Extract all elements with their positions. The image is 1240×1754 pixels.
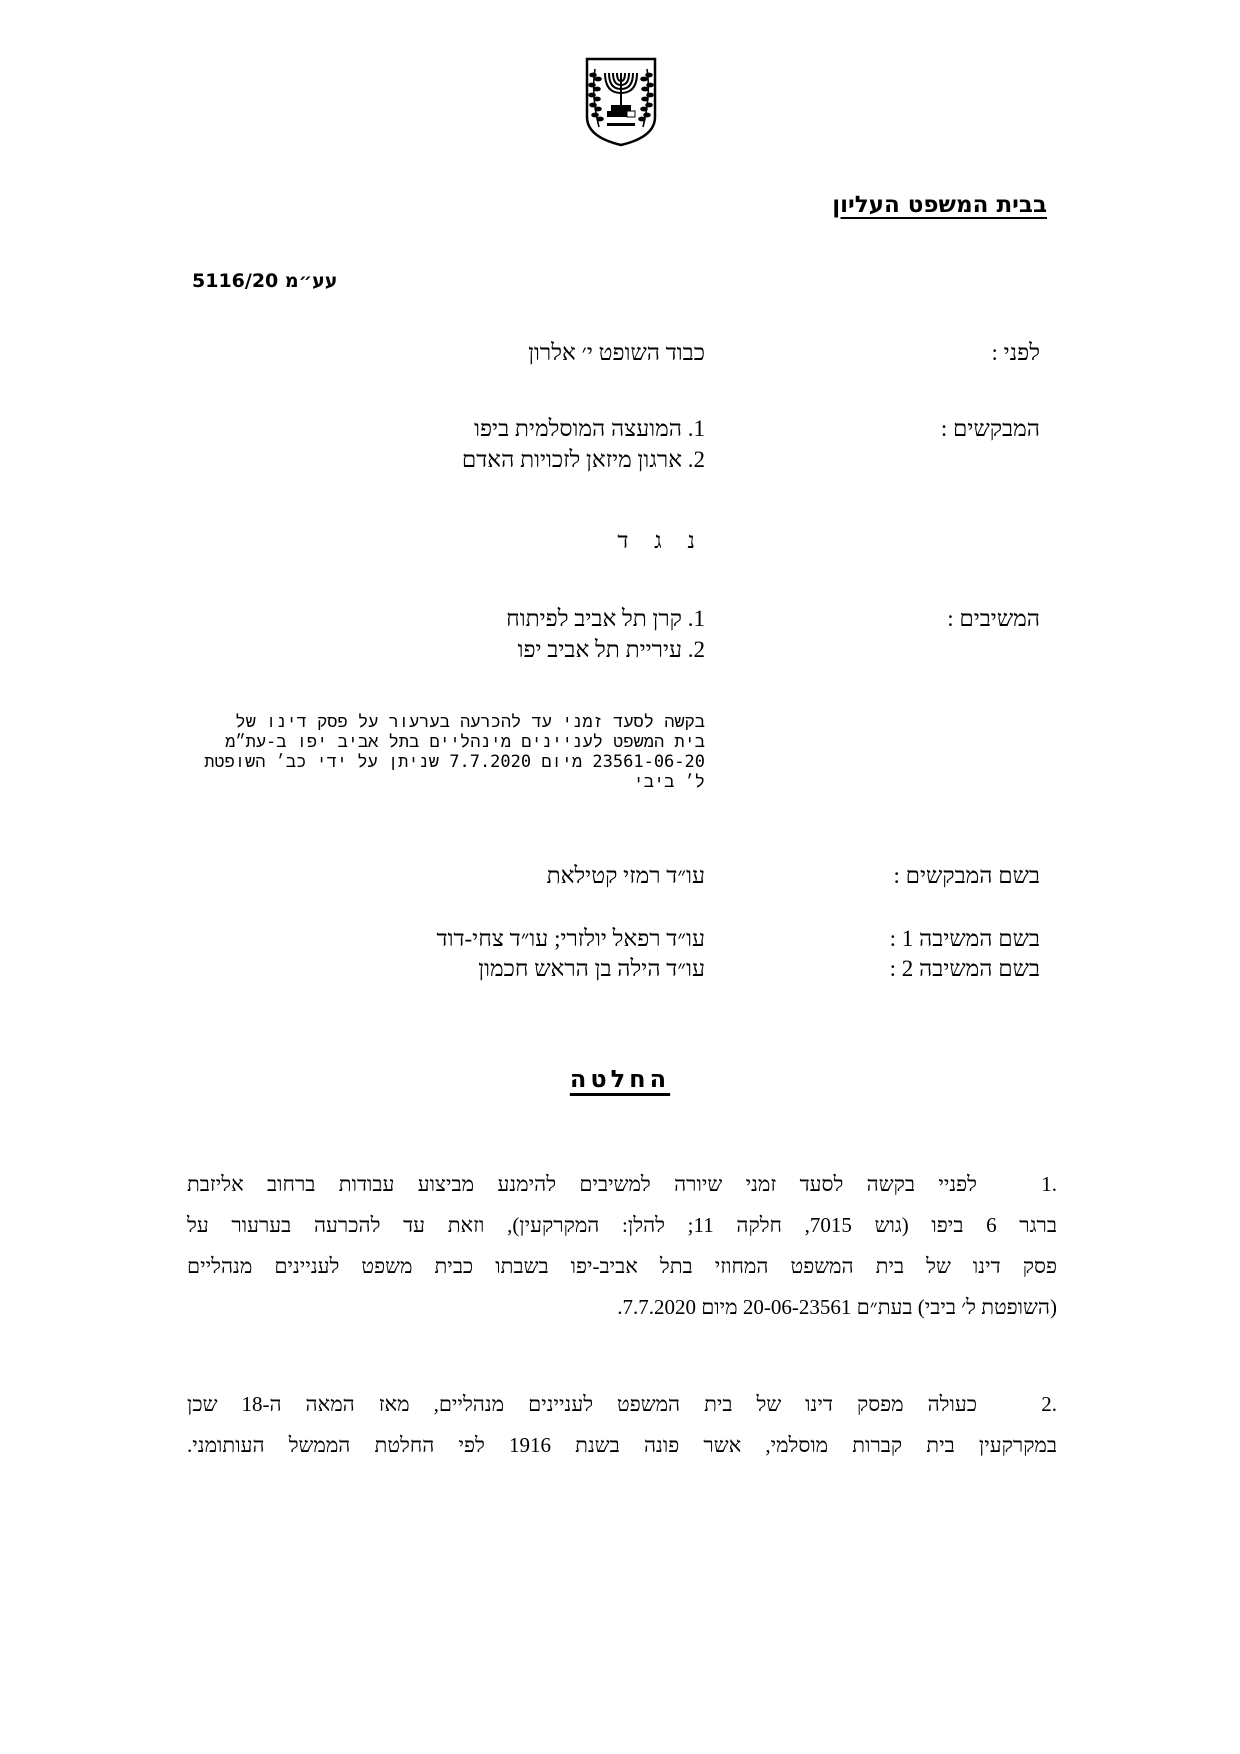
decision-paragraph-1 bbox=[187, 1164, 1057, 1328]
court-title: בבית המשפט העליון bbox=[832, 192, 1047, 218]
decision-paragraph-2 bbox=[187, 1384, 1057, 1466]
respondent-item: 2. עיריית תל אביב יפו bbox=[517, 637, 705, 662]
before-label: לפני : bbox=[991, 340, 1040, 365]
decision-title-text: החלטה bbox=[569, 1065, 671, 1093]
respondent2-counsel-label: בשם המשיבה 2 : bbox=[889, 956, 1040, 981]
request-description bbox=[204, 712, 705, 792]
applicant-item: 2. ארגון מיזאן לזכויות האדם bbox=[461, 447, 705, 472]
paragraph-number: .2 bbox=[1041, 1392, 1057, 1416]
request-line: בית המשפט לעניינים מינהליים בתל אביב יפו ב-עת״מ bbox=[225, 732, 705, 752]
applicants-label: המבקשים : bbox=[940, 416, 1040, 441]
decision-title bbox=[0, 1065, 1240, 1093]
paragraph-line: ברגר 6 ביפו (גוש 7015, חלקה 11; להלן: המקרקעין), וזאת עד להכרעה בערעור על bbox=[187, 1213, 1057, 1237]
request-line: 23561-06-20 מיום 7.7.2020 שניתן על ידי כב׳ השופטת bbox=[204, 752, 705, 772]
paragraph-line: (השופטת ל׳ ביבי) בעת״ם 20-06-23561 מיום 7.7.2020. bbox=[617, 1295, 1057, 1319]
applicants-list bbox=[462, 413, 705, 475]
versus-label: נ ג ד bbox=[617, 528, 705, 553]
state-emblem-icon bbox=[583, 55, 659, 147]
applicant-item: 1. המועצה המוסלמית ביפו bbox=[474, 416, 705, 441]
request-line: ל׳ ביבי bbox=[633, 772, 705, 792]
paragraph-number: .1 bbox=[1041, 1172, 1057, 1196]
request-line: בקשה לסעד זמני עד להכרעה בערעור על פסק דינו של bbox=[235, 712, 705, 732]
respondents-label: המשיבים : bbox=[947, 606, 1040, 631]
paragraph-line: .1לפניי בקשה לסעד זמני שיורה למשיבים להימנע מביצוע עבודות ברחוב אליזבת bbox=[187, 1164, 1057, 1205]
respondent-item: 1. קרן תל אביב לפיתוח bbox=[506, 606, 705, 631]
respondents-list bbox=[506, 603, 705, 665]
respondent1-counsel-label: בשם המשיבה 1 : bbox=[889, 926, 1040, 951]
paragraph-line: במקרקעין בית קברות מוסלמי, אשר פונה בשנת 1916 לפי החלטת הממשל העותומני. bbox=[187, 1433, 1057, 1457]
respondent2-counsel: עו״ד הילה בן הראש חכמון bbox=[478, 956, 705, 981]
paragraph-line: .2כעולה מפסק דינו של בית המשפט לעניינים מנהליים, מאז המאה ה-18 שכן bbox=[187, 1384, 1057, 1425]
applicants-counsel: עו״ד רמזי קטילאת bbox=[546, 863, 705, 888]
respondent1-counsel: עו״ד רפאל יולזרי; עו״ד צחי-דוד bbox=[436, 926, 705, 951]
case-number: עע״מ 5116/20 bbox=[192, 270, 338, 292]
applicants-counsel-label: בשם המבקשים : bbox=[893, 863, 1040, 888]
judge-name: כבוד השופט י׳ אלרון bbox=[528, 340, 705, 365]
paragraph-line: פסק דינו של בית המשפט המחוזי בתל אביב-יפו בשבתו כבית משפט לעניינים מנהליים bbox=[187, 1254, 1057, 1278]
